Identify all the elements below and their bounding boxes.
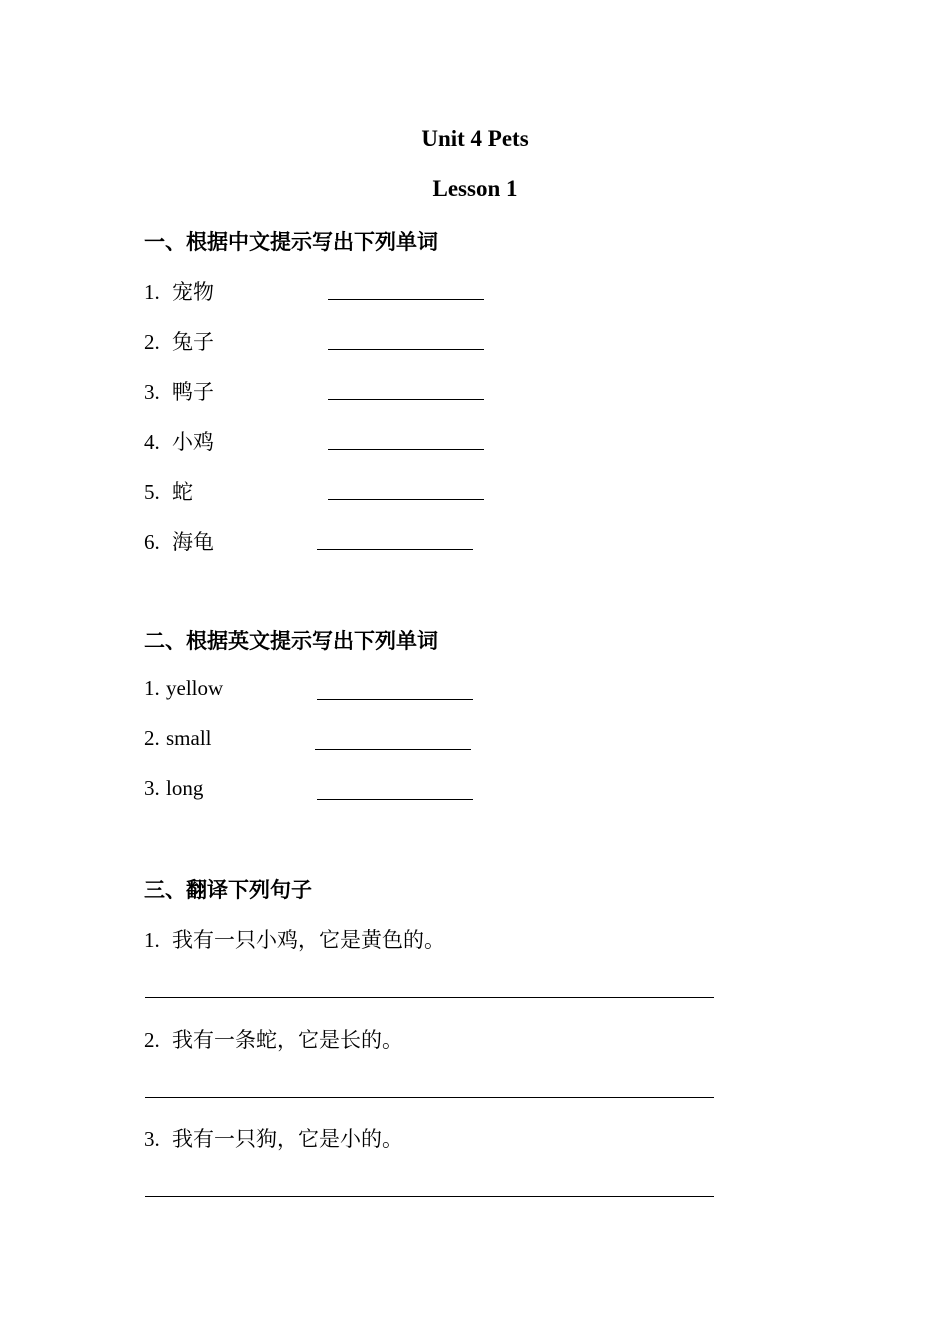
item-prompt: long xyxy=(166,776,204,800)
item-prompt: small xyxy=(166,726,212,750)
answer-blank[interactable] xyxy=(317,549,473,550)
item-prompt: 蛇 xyxy=(172,480,193,504)
word-item-3 xyxy=(144,776,203,801)
answer-blank[interactable] xyxy=(328,399,484,400)
answer-line[interactable] xyxy=(145,1097,714,1098)
item-number: 3. xyxy=(144,1127,160,1151)
answer-line[interactable] xyxy=(145,1196,714,1197)
vocab-item-1 xyxy=(144,276,214,306)
item-number: 5. xyxy=(144,480,160,504)
answer-blank[interactable] xyxy=(328,299,484,300)
worksheet-title: Unit 4 Pets xyxy=(421,126,529,151)
section-3-heading: 三、翻译下列句子 xyxy=(144,878,312,902)
vocab-item-3 xyxy=(144,376,214,406)
item-prompt: 海龟 xyxy=(172,530,214,554)
vocab-item-2 xyxy=(144,326,214,356)
sentence-item-2 xyxy=(144,1024,403,1054)
section-1-heading: 一、根据中文提示写出下列单词 xyxy=(144,230,438,254)
item-prompt: yellow xyxy=(166,676,224,700)
item-number: 3. xyxy=(144,380,160,404)
section-2-heading: 二、根据英文提示写出下列单词 xyxy=(144,629,438,653)
answer-blank[interactable] xyxy=(317,699,473,700)
vocab-item-4 xyxy=(144,426,214,456)
answer-blank[interactable] xyxy=(328,499,484,500)
item-number: 2. xyxy=(144,726,160,750)
sentence-item-1 xyxy=(144,924,445,954)
answer-blank[interactable] xyxy=(328,449,484,450)
item-number: 1. xyxy=(144,280,160,304)
vocab-item-6 xyxy=(144,526,214,556)
lesson-subtitle: Lesson 1 xyxy=(432,176,518,201)
item-prompt: 我有一只小鸡，它是黄色的。 xyxy=(172,928,445,952)
item-number: 4. xyxy=(144,430,160,454)
answer-blank[interactable] xyxy=(315,749,471,750)
item-prompt: 我有一条蛇，它是长的。 xyxy=(172,1028,403,1052)
item-number: 2. xyxy=(144,1028,160,1052)
item-prompt: 小鸡 xyxy=(172,430,214,454)
answer-blank[interactable] xyxy=(317,799,473,800)
word-item-1 xyxy=(144,676,223,701)
vocab-item-5 xyxy=(144,476,193,506)
word-item-2 xyxy=(144,726,212,751)
item-prompt: 宠物 xyxy=(172,280,214,304)
item-number: 6. xyxy=(144,530,160,554)
answer-blank[interactable] xyxy=(328,349,484,350)
answer-line[interactable] xyxy=(145,997,714,998)
item-prompt: 鸭子 xyxy=(172,380,214,404)
item-number: 1. xyxy=(144,928,160,952)
item-prompt: 兔子 xyxy=(172,330,214,354)
item-number: 2. xyxy=(144,330,160,354)
item-prompt: 我有一只狗，它是小的。 xyxy=(172,1127,403,1151)
item-number: 1. xyxy=(144,676,160,700)
sentence-item-3 xyxy=(144,1123,403,1153)
item-number: 3. xyxy=(144,776,160,800)
